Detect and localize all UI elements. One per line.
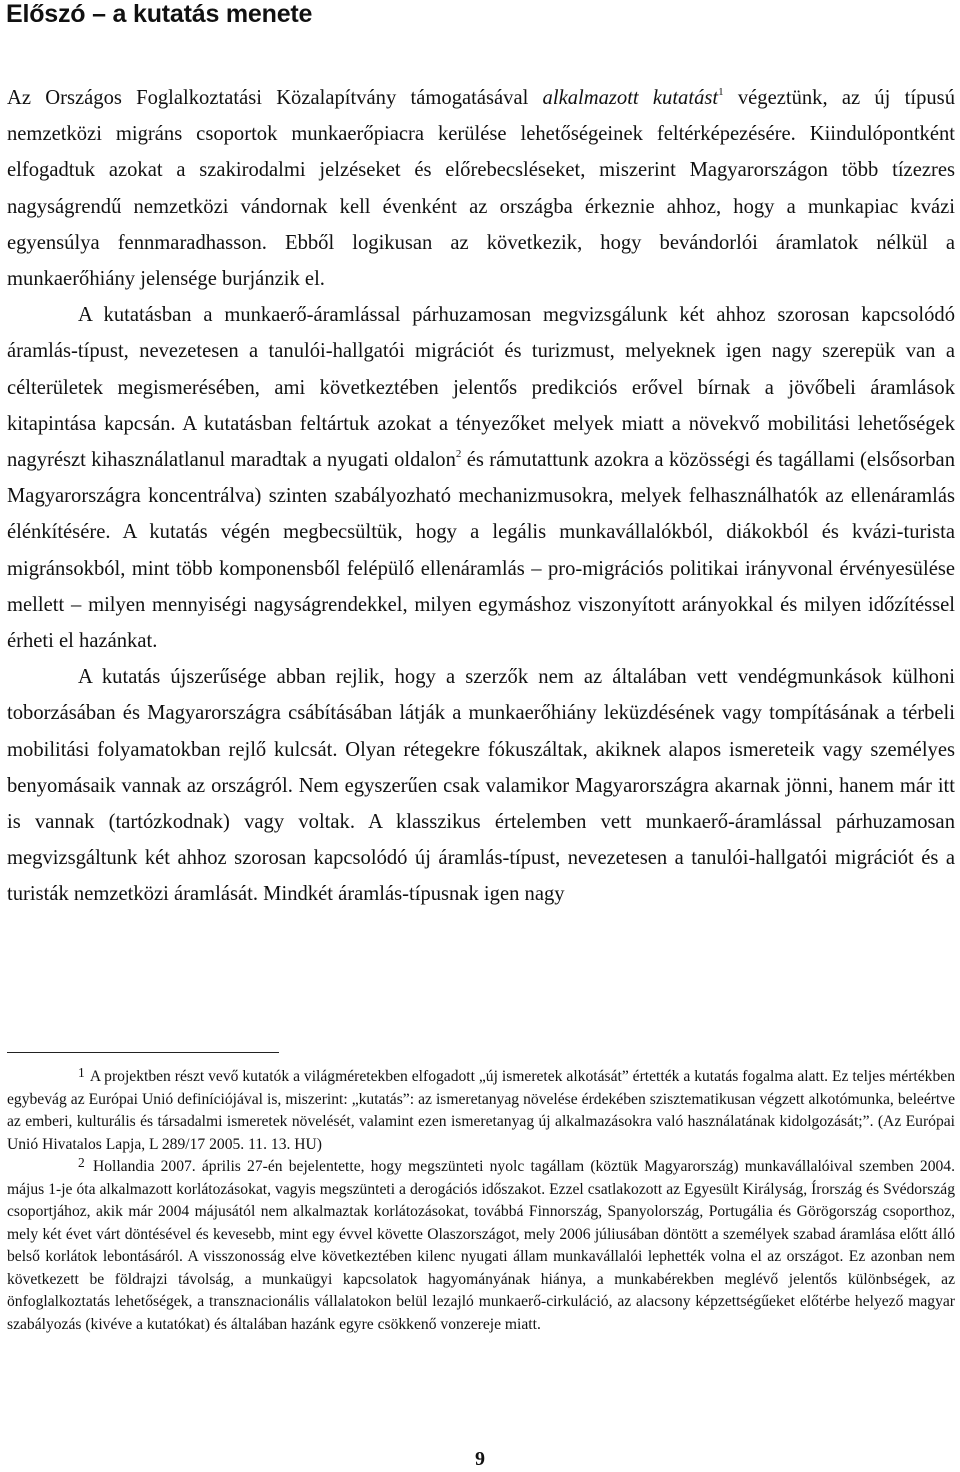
paragraph-text: A kutatásban a munkaerő-áramlással párhuzamosan megvizsgálunk két ahhoz szorosan kapcsolódó áramlás-típust, nevezetesen a tanulói-hallgatói migrációt és turizmust, melyeknek igen nagy szerepük van a célterületek megismerésében, ami következtében jelentős predikciós erővel bírnak a jövőbeli áramlások kitapintása kapcsán. A kutatásban feltártuk azokat a tényezőket melyek miatt a növekvő mobilitási lehetőségek nagyrészt kihasználatlanul maradtak a nyugati oldalon [7, 304, 955, 472]
footnote-text: Hollandia 2007. április 27-én bejelentette, hogy megszünteti nyolc tagállam (köztük Magyarország) munkavállalóival szemben 2004. május 1-je óta alkalmazott korlátozásokat, vagyis megszünteti a derogációs időszakot. Ezzel csatlakozott az Egyesült Királyság, Írország és Svédország csoportjához, akik már 2004 májusától nem alkalmaztak korlátozásokat, továbbá Finnország, Spanyolország, Portugália és Görögország csoporthoz, mely két évet várt döntésével és kevesebb, mint egy évvel követte Olaszországot, mely 2006 júliusában döntött a személyek szabad áramlása előtt álló belső korlátok lebontásáról. A visszonosság elve következtében kilenc nyugati állam munkavállalói lephették volna el az országot. Ez azonban nem következett be földrajzi távolság, a munkaügyi kapcsolatok hagyományának hiánya, a munkabérekben meglévő jelentős különbségek, az önfoglalkoztatás lehetőségek, a transznacionális vállalatokon belül lezajló munkaerő-cirkuláció, az alacsony képzettségűeket előtérbe helyező magyar szabályozás (kivéve a kutatókat) és általában hazánk egyre csökkenő vonzereje miatt. [7, 1158, 955, 1333]
footnote-number: 2 [78, 1155, 85, 1170]
paragraph-1 [7, 80, 955, 297]
paragraph-3: A kutatás újszerűsége abban rejlik, hogy a szerzők nem az általában vett vendégmunkások külhoni toborzásában és Magyarországra csábításában látják a munkaerőhiány leküzdésének vagy tompításának a térbeli mobilitási folyamatokban rejlő kulcsát. Olyan rétegekre fókuszáltak, akiknek alapos ismereteik vagy személyes benyomásaik vannak az országról. Nem egyszerűen csak valamikor Magyarországra akarnak jönni, hanem már itt is vannak (tartózkodnak) vagy voltak. A klasszikus értelemben vett munkaerő-áramlással párhuzamosan megvizsgáltunk két ahhoz szorosan kapcsolódó új áramlás-típust, nevezetesen a tanulói-hallgatói migrációt és a turisták nemzetközi áramlását. Mindkét áramlás-típusnak igen nagy [7, 666, 955, 906]
footnotes [7, 1066, 955, 1336]
footnote-separator [7, 1052, 279, 1053]
footnote-number: 1 [78, 1065, 85, 1080]
paragraph-text: végeztünk, az új típusú nemzetközi migráns csoportok munkaerőpiacra kerülése lehetőségeinek feltérképezésére. Kiindulópontként elfogadtuk azokat a szakirodalmi jelzéseket és előrebecsléseket, miszerint Magyarországon több tízezres nagyságrendű nemzetközi vándornak kell évenként az országba érkeznie ahhoz, hogy a munkapiac kvázi egyensúlya fennmaradhasson. Ebből logikusan az következik, hogy bevándorlói áramlatok nélkül a munkaerőhiány jelensége burjánzik el. [7, 87, 955, 291]
emphasis-text: alkalmazott kutatást [542, 87, 719, 109]
page-title: Előszó – a kutatás menete [6, 0, 313, 28]
paragraph-text: Az Országos Foglalkoztatási Közalapítvány támogatásával [7, 87, 543, 109]
footnote-text: A projektben részt vevő kutatók a világméretekben elfogadott „új ismeretek alkotását” értették a kutatás fogalma alatt. Ez teljes mértékben egybevág az Európai Unió definíciójával is, miszerint: „kutatás”: az ismeretanyag növelése érdekében szisztematikusan végzett alkotómunka, beleértve az emberi, kulturális és társadalmi ismeretek növelését, valamint ezen ismeretanyag új alkalmazásokra való használatának kidolgozását;”. (Az Európai Unió Hivatalos Lapja, L 289/17 2005. 11. 13. HU) [7, 1068, 955, 1153]
footnote-1 [7, 1066, 955, 1156]
paragraph-2 [7, 297, 955, 659]
page-number: 9 [475, 1448, 485, 1470]
footnote-2 [7, 1156, 955, 1336]
paragraph-text: és rámutattunk azokra a közösségi és tagállami (elsősorban Magyarországra koncentrálva) szinten szabályozható mechanizmusokra, melyek felhasználhatók az ellenáramlás élénkítésére. A kutatás végén megbecsültük, hogy a legális munkavállalókból, diákokból és kvázi-turista migránsokból, mint több komponensből felépülő ellenáramlás – pro-migrációs politikai irányvonal érvényesülése mellett – milyen mennyiségi nagyságrendekkel, milyen egymáshoz viszonyított arányokkal és milyen időzítéssel érheti el hazánkat. [7, 449, 955, 653]
footnote-ref-2[interactable]: 2 [455, 448, 462, 461]
main-text [7, 80, 955, 913]
footnote-ref-1[interactable]: 1 [718, 86, 724, 98]
